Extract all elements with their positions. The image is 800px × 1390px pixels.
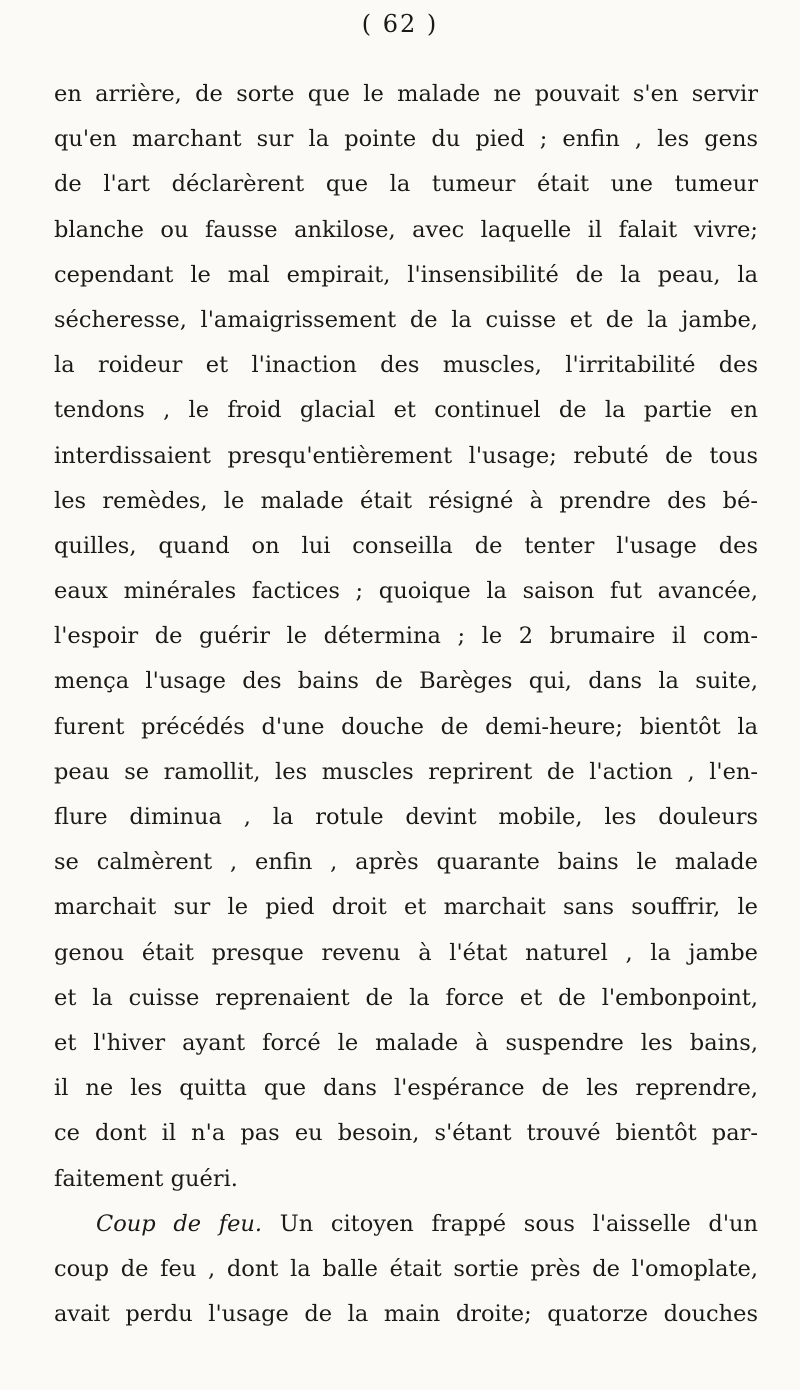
text-line: blanche ou fausse ankilose, avec laquelle il falait vivre; xyxy=(54,216,758,243)
text-line: se calmèrent , enfin , après quarante bains le malade xyxy=(54,849,758,876)
section-heading: Coup de feu. xyxy=(96,1210,263,1237)
text-line: avait perdu l'usage de la main droite; quatorze douches xyxy=(54,1301,758,1328)
text-line: la roideur et l'inaction des muscles, l'irritabilité des xyxy=(54,352,758,379)
text-line: quilles, quand on lui conseilla de tenter l'usage des xyxy=(54,532,758,559)
text-line: coup de feu , dont la balle était sortie près de l'omoplate, xyxy=(54,1255,758,1282)
text-line: de l'art déclarèrent que la tumeur était une tumeur xyxy=(54,171,758,198)
text-line: en arrière, de sorte que le malade ne pouvait s'en servir xyxy=(54,81,758,107)
text-line: genou était presque revenu à l'état naturel , la jambe xyxy=(54,939,758,966)
text-line: cependant le mal empirait, l'insensibilité de la peau, la xyxy=(54,261,758,288)
text-line: flure diminua , la rotule devint mobile, les douleurs xyxy=(54,804,758,830)
text-line: l'espoir de guérir le détermina ; le 2 brumaire il com- xyxy=(54,623,758,650)
text-line: qu'en marchant sur la pointe du pied ; enfin , les gens xyxy=(54,126,758,153)
text-line: interdissaient presqu'entièrement l'usage; rebuté de tous xyxy=(54,442,758,469)
text-line: les remèdes, le malade était résigné à prendre des bé- xyxy=(54,487,758,514)
text-line: mença l'usage des bains de Barèges qui, dans la suite, xyxy=(54,668,758,695)
paragraph-start-line xyxy=(54,1202,758,1247)
text-line: ce dont il n'a pas eu besoin, s'étant trouvé bientôt par- xyxy=(54,1120,758,1147)
text-line: faitement guéri. xyxy=(54,1165,238,1192)
text-line: et l'hiver ayant forcé le malade à suspendre les bains, xyxy=(54,1029,758,1056)
text-line: peau se ramollit, les muscles reprirent de l'action , l'en- xyxy=(54,758,758,785)
text-fragment: Un citoyen frappé sous l'aisselle d'un xyxy=(262,1210,758,1237)
text-line: il ne les quitta que dans l'espérance de les reprendre, xyxy=(54,1075,758,1102)
text-line: marchait sur le pied droit et marchait sans souffrir, le xyxy=(54,894,758,921)
text-line: furent précédés d'une douche de demi-heure; bientôt la xyxy=(54,713,758,740)
text-line: et la cuisse reprenaient de la force et de l'embonpoint, xyxy=(54,984,758,1011)
body-text xyxy=(54,72,758,1337)
page-number: ( 62 ) xyxy=(361,10,439,38)
text-line: tendons , le froid glacial et continuel de la partie en xyxy=(54,397,758,424)
text-line: eaux minérales factices ; quoique la saison fut avancée, xyxy=(54,578,758,605)
text-line: sécheresse, l'amaigrissement de la cuisse et de la jambe, xyxy=(54,306,758,333)
